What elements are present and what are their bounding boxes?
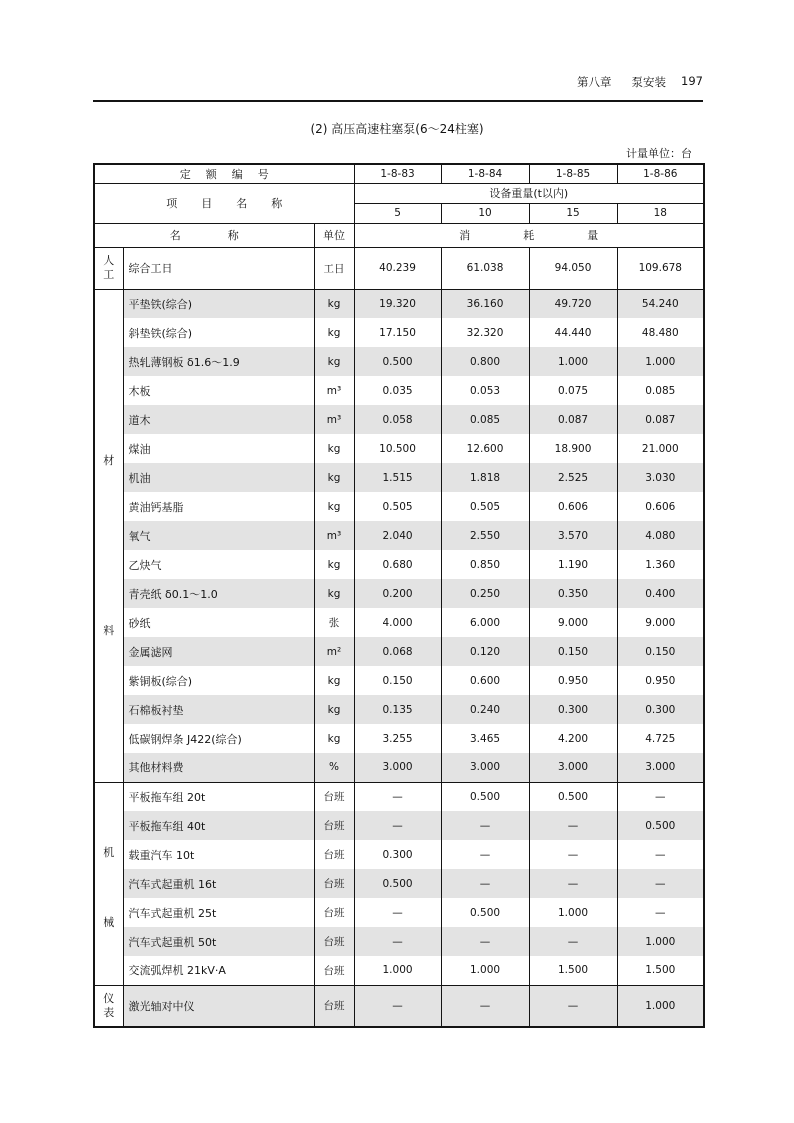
consumption-value: 36.160 — [441, 289, 529, 318]
item-unit: 台班 — [314, 985, 354, 1027]
equipment-weight: 15 — [529, 203, 617, 223]
consumption-value: 0.035 — [354, 376, 441, 405]
table-title: (2) 高压高速柱塞泵(6～24柱塞) — [310, 122, 484, 136]
header-rule — [93, 100, 703, 102]
item-name: 青壳纸 δ0.1～1.0 — [123, 579, 314, 608]
table-row — [94, 753, 704, 782]
consumption-value: 0.600 — [441, 666, 529, 695]
item-name: 综合工日 — [123, 247, 314, 289]
item-name: 平板拖车组 40t — [123, 811, 314, 840]
item-name: 平板拖车组 20t — [123, 782, 314, 811]
consumption-value: — — [441, 927, 529, 956]
item-name: 煤油 — [123, 434, 314, 463]
consumption-value: 0.606 — [617, 492, 704, 521]
consumption-value: 32.320 — [441, 318, 529, 347]
consumption-value: 1.360 — [617, 550, 704, 579]
consumption-value: 0.505 — [441, 492, 529, 521]
quota-code: 1-8-84 — [441, 164, 529, 183]
consumption-value: 21.000 — [617, 434, 704, 463]
table-header — [94, 164, 704, 247]
consumption-value: 94.050 — [529, 247, 617, 289]
table-row — [94, 898, 704, 927]
consumption-value: — — [354, 811, 441, 840]
consumption-value: 4.200 — [529, 724, 617, 753]
item-name: 载重汽车 10t — [123, 840, 314, 869]
equipment-weight-label: 设备重量(t以内) — [354, 183, 704, 203]
consumption-value: 0.085 — [617, 376, 704, 405]
item-name: 砂纸 — [123, 608, 314, 637]
table-row — [94, 608, 704, 637]
item-unit: 台班 — [314, 840, 354, 869]
consumption-value: 1.500 — [529, 956, 617, 985]
item-unit: kg — [314, 695, 354, 724]
consumption-value: 0.240 — [441, 695, 529, 724]
consumption-value: 1.000 — [441, 956, 529, 985]
chapter-label: 第八章 — [577, 75, 612, 89]
item-name: 乙炔气 — [123, 550, 314, 579]
consumption-value: 0.075 — [529, 376, 617, 405]
consumption-value: 9.000 — [529, 608, 617, 637]
consumption-value: 1.000 — [529, 898, 617, 927]
item-unit: m³ — [314, 405, 354, 434]
consumption-value: 1.000 — [617, 927, 704, 956]
consumption-value: 3.255 — [354, 724, 441, 753]
consumption-value: 0.800 — [441, 347, 529, 376]
consumption-value: 48.480 — [617, 318, 704, 347]
table-row — [94, 666, 704, 695]
consumption-value: — — [617, 898, 704, 927]
consumption-value: 0.350 — [529, 579, 617, 608]
consumption-value: 0.950 — [617, 666, 704, 695]
consumption-value: 109.678 — [617, 247, 704, 289]
consumption-value: — — [441, 985, 529, 1027]
item-unit: 工日 — [314, 247, 354, 289]
item-name: 机油 — [123, 463, 314, 492]
consumption-value: 0.058 — [354, 405, 441, 434]
consumption-value: 1.000 — [617, 985, 704, 1027]
consumption-value: — — [354, 985, 441, 1027]
consumption-value: 17.150 — [354, 318, 441, 347]
consumption-value: 0.053 — [441, 376, 529, 405]
consumption-column-header: 消耗量 — [354, 223, 704, 247]
table-row — [94, 579, 704, 608]
consumption-value: 1.000 — [529, 347, 617, 376]
consumption-value: 49.720 — [529, 289, 617, 318]
category-cell — [94, 247, 123, 289]
consumption-value: 3.000 — [529, 753, 617, 782]
table-row — [94, 811, 704, 840]
quota-code: 1-8-85 — [529, 164, 617, 183]
quota-number-label: 定额编号 — [94, 164, 354, 183]
category-cell — [94, 289, 123, 782]
quota-code: 1-8-86 — [617, 164, 704, 183]
category-label: 人工 — [103, 254, 115, 281]
consumption-value: 40.239 — [354, 247, 441, 289]
page-header — [577, 74, 703, 90]
item-unit: 台班 — [314, 956, 354, 985]
consumption-value: — — [529, 927, 617, 956]
consumption-value: 1.000 — [617, 347, 704, 376]
item-unit: 台班 — [314, 782, 354, 811]
table-row — [94, 434, 704, 463]
equipment-weight: 10 — [441, 203, 529, 223]
consumption-value: 9.000 — [617, 608, 704, 637]
item-name: 汽车式起重机 16t — [123, 869, 314, 898]
item-unit: 台班 — [314, 927, 354, 956]
consumption-value: 1.190 — [529, 550, 617, 579]
weight-label-row — [94, 183, 704, 203]
table-row — [94, 550, 704, 579]
consumption-value: 1.500 — [617, 956, 704, 985]
item-unit: kg — [314, 666, 354, 695]
table-row — [94, 492, 704, 521]
table-row — [94, 956, 704, 985]
item-name: 斜垫铁(综合) — [123, 318, 314, 347]
consumption-value: 3.000 — [617, 753, 704, 782]
consumption-value: 10.500 — [354, 434, 441, 463]
item-unit: m³ — [314, 521, 354, 550]
consumption-value: 1.515 — [354, 463, 441, 492]
table-row — [94, 347, 704, 376]
consumption-value: — — [354, 782, 441, 811]
consumption-value: 0.500 — [529, 782, 617, 811]
category-cell — [94, 985, 123, 1027]
consumption-value: 0.300 — [529, 695, 617, 724]
item-unit: 台班 — [314, 869, 354, 898]
measurement-unit-note: 计量单位：台 — [626, 147, 692, 160]
table-row — [94, 521, 704, 550]
consumption-value: — — [529, 840, 617, 869]
consumption-value: 0.120 — [441, 637, 529, 666]
item-unit: % — [314, 753, 354, 782]
consumption-value: 0.950 — [529, 666, 617, 695]
category-label: 仪表 — [103, 991, 115, 1019]
consumption-value: 61.038 — [441, 247, 529, 289]
category-label: 材料 — [103, 453, 115, 637]
consumption-value: 19.320 — [354, 289, 441, 318]
item-name: 平垫铁(综合) — [123, 289, 314, 318]
consumption-value: — — [617, 782, 704, 811]
item-name: 道木 — [123, 405, 314, 434]
consumption-value: 0.087 — [529, 405, 617, 434]
item-name: 石棉板衬垫 — [123, 695, 314, 724]
column-header-row — [94, 223, 704, 247]
consumption-value: — — [441, 869, 529, 898]
consumption-value: 1.000 — [354, 956, 441, 985]
table-row — [94, 289, 704, 318]
item-name: 紫铜板(综合) — [123, 666, 314, 695]
category-label: 机械 — [103, 845, 115, 929]
consumption-value: 0.850 — [441, 550, 529, 579]
consumption-value: 0.505 — [354, 492, 441, 521]
item-name: 金属滤网 — [123, 637, 314, 666]
category-cell — [94, 782, 123, 985]
consumption-value: 0.500 — [441, 898, 529, 927]
table-row — [94, 985, 704, 1027]
consumption-value: 0.150 — [529, 637, 617, 666]
consumption-value: 3.000 — [441, 753, 529, 782]
consumption-value: 54.240 — [617, 289, 704, 318]
item-unit: kg — [314, 579, 354, 608]
table-row — [94, 405, 704, 434]
item-name: 低碳钢焊条 J422(综合) — [123, 724, 314, 753]
consumption-value: 0.606 — [529, 492, 617, 521]
item-name-label: 项目名称 — [94, 183, 354, 223]
consumption-value: — — [354, 898, 441, 927]
consumption-value: — — [617, 869, 704, 898]
consumption-value: 0.300 — [354, 840, 441, 869]
unit-column-header: 单位 — [314, 223, 354, 247]
consumption-value: — — [529, 869, 617, 898]
consumption-value: 0.150 — [617, 637, 704, 666]
table-row — [94, 376, 704, 405]
equipment-weight: 5 — [354, 203, 441, 223]
item-name: 汽车式起重机 25t — [123, 898, 314, 927]
consumption-value: 2.040 — [354, 521, 441, 550]
table-row — [94, 637, 704, 666]
consumption-value: 4.000 — [354, 608, 441, 637]
item-unit: kg — [314, 492, 354, 521]
consumption-value: 0.087 — [617, 405, 704, 434]
consumption-value: 1.818 — [441, 463, 529, 492]
table-row — [94, 247, 704, 289]
item-unit: 台班 — [314, 811, 354, 840]
consumption-value: — — [617, 840, 704, 869]
item-unit: kg — [314, 289, 354, 318]
quota-code: 1-8-83 — [354, 164, 441, 183]
consumption-value: 3.030 — [617, 463, 704, 492]
table-row — [94, 840, 704, 869]
table-row — [94, 724, 704, 753]
table-row — [94, 318, 704, 347]
page-number: 197 — [681, 74, 703, 88]
name-column-header: 名称 — [94, 223, 314, 247]
quota-number-row — [94, 164, 704, 183]
consumption-value: 2.550 — [441, 521, 529, 550]
quota-table — [93, 163, 705, 1028]
equipment-weight: 18 — [617, 203, 704, 223]
consumption-value: 0.300 — [617, 695, 704, 724]
consumption-value: 0.150 — [354, 666, 441, 695]
consumption-value: 0.068 — [354, 637, 441, 666]
consumption-value: 0.680 — [354, 550, 441, 579]
table-row — [94, 463, 704, 492]
consumption-value: 4.080 — [617, 521, 704, 550]
item-unit: kg — [314, 550, 354, 579]
consumption-value: 0.135 — [354, 695, 441, 724]
consumption-value: 0.500 — [441, 782, 529, 811]
consumption-value: 0.200 — [354, 579, 441, 608]
consumption-value: — — [441, 840, 529, 869]
consumption-value: 6.000 — [441, 608, 529, 637]
consumption-value: 3.000 — [354, 753, 441, 782]
item-name: 黄油钙基脂 — [123, 492, 314, 521]
table-row — [94, 695, 704, 724]
item-unit: kg — [314, 347, 354, 376]
consumption-value: 0.500 — [354, 347, 441, 376]
item-unit: kg — [314, 318, 354, 347]
consumption-value: 3.570 — [529, 521, 617, 550]
table-row — [94, 782, 704, 811]
consumption-value: 12.600 — [441, 434, 529, 463]
item-unit: m³ — [314, 376, 354, 405]
consumption-value: — — [441, 811, 529, 840]
item-name: 汽车式起重机 50t — [123, 927, 314, 956]
consumption-value: 3.465 — [441, 724, 529, 753]
item-unit: kg — [314, 724, 354, 753]
item-unit: kg — [314, 463, 354, 492]
consumption-value: — — [529, 985, 617, 1027]
table-body — [94, 247, 704, 1027]
consumption-value: 4.725 — [617, 724, 704, 753]
consumption-value: — — [529, 811, 617, 840]
table-row — [94, 927, 704, 956]
consumption-value: — — [354, 927, 441, 956]
section-label: 泵安装 — [631, 75, 667, 89]
item-name: 激光轴对中仪 — [123, 985, 314, 1027]
item-name: 交流弧焊机 21kV·A — [123, 956, 314, 985]
item-name: 木板 — [123, 376, 314, 405]
consumption-value: 0.250 — [441, 579, 529, 608]
consumption-value: 0.085 — [441, 405, 529, 434]
consumption-value: 0.400 — [617, 579, 704, 608]
item-unit: 台班 — [314, 898, 354, 927]
item-name: 热轧薄钢板 δ1.6～1.9 — [123, 347, 314, 376]
consumption-value: 0.500 — [617, 811, 704, 840]
item-unit: m² — [314, 637, 354, 666]
table-row — [94, 869, 704, 898]
consumption-value: 44.440 — [529, 318, 617, 347]
consumption-value: 2.525 — [529, 463, 617, 492]
item-name: 氧气 — [123, 521, 314, 550]
item-unit: kg — [314, 434, 354, 463]
item-name: 其他材料费 — [123, 753, 314, 782]
consumption-value: 0.500 — [354, 869, 441, 898]
consumption-value: 18.900 — [529, 434, 617, 463]
item-unit: 张 — [314, 608, 354, 637]
